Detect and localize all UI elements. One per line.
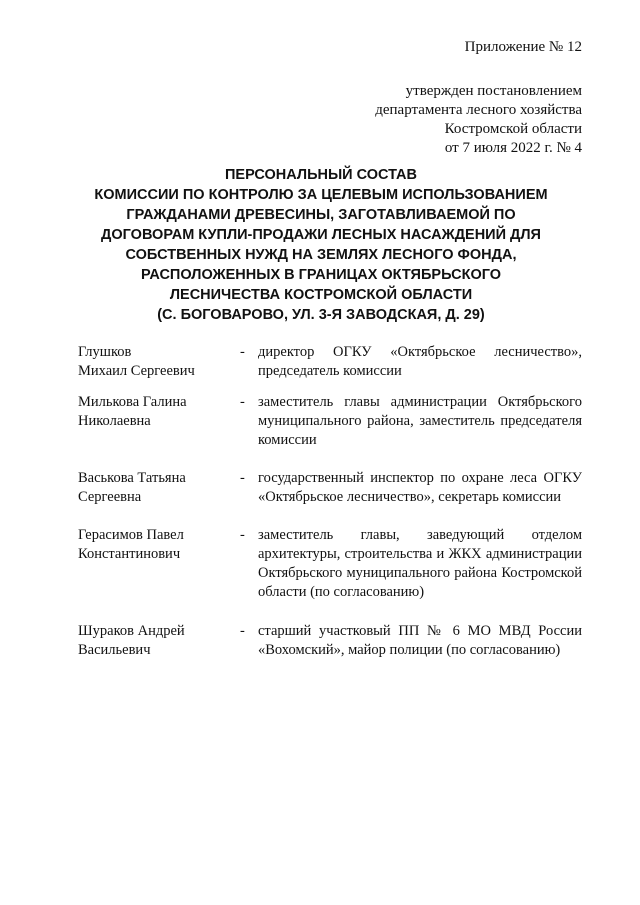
title-line: РАСПОЛОЖЕННЫХ В ГРАНИЦАХ ОКТЯБРЬСКОГО	[140, 267, 502, 283]
title-line: (С. БОГОВАРОВО, УЛ. 3-Я ЗАВОДСКАЯ, Д. 29)	[157, 307, 485, 323]
approval-line: утвержден постановлением	[405, 83, 582, 99]
member-name-line: Васильевич	[78, 642, 151, 658]
member-dash: -	[240, 623, 245, 639]
approval-line: от 7 июля 2022 г. № 4	[444, 140, 582, 156]
member-role: директор ОГКУ «Октябрьское лесничество», председатель комиссии	[258, 344, 582, 379]
member-dash: -	[240, 394, 245, 410]
member-name-line: Константинович	[78, 546, 181, 562]
appendix-label: Приложение № 12	[464, 39, 582, 55]
member-name-line: Шураков Андрей	[78, 623, 185, 639]
member-entry	[78, 393, 582, 450]
member-entry	[78, 343, 582, 381]
approval-line: департамента лесного хозяйства	[375, 102, 582, 118]
member-name	[78, 469, 228, 507]
title-line: ПЕРСОНАЛЬНЫЙ СОСТАВ	[224, 167, 417, 183]
member-name-line: Михаил Сергеевич	[78, 363, 195, 379]
member-role: заместитель главы, заведующий отделом архитектуры, строительства и ЖКХ администрации Октябрьского муниципального района Костромской области (по согласованию)	[258, 527, 582, 600]
member-dash: -	[240, 470, 245, 486]
member-name-line: Герасимов Павел	[78, 527, 184, 543]
member-role: заместитель главы администрации Октябрьского муниципального района, заместитель председателя комиссии	[258, 394, 582, 448]
member-name-line: Милькова Галина	[78, 394, 187, 410]
title-line: ЛЕСНИЧЕСТВА КОСТРОМСКОЙ ОБЛАСТИ	[169, 287, 473, 303]
member-name-line: Сергеевна	[78, 489, 142, 505]
member-name-line: Глушков	[78, 344, 132, 360]
member-name	[78, 526, 228, 564]
title-line: ДОГОВОРАМ КУПЛИ-ПРОДАЖИ ЛЕСНЫХ НАСАЖДЕНИЙ ДЛЯ	[101, 227, 541, 243]
title-line: КОМИССИИ ПО КОНТРОЛЮ ЗА ЦЕЛЕВЫМ ИСПОЛЬЗОВАНИЕМ	[94, 187, 548, 203]
approval-line: Костромской области	[444, 121, 582, 137]
member-name-line: Васькова Татьяна	[78, 470, 186, 486]
approval-block	[322, 82, 582, 158]
member-dash: -	[240, 344, 245, 360]
member-name	[78, 343, 228, 381]
member-role: государственный инспектор по охране леса ОГКУ «Октябрьское лесничество», секретарь комиссии	[258, 470, 582, 505]
member-name	[78, 622, 228, 660]
title-line: ГРАЖДАНАМИ ДРЕВЕСИНЫ, ЗАГОТАВЛИВАЕМОЙ ПО	[126, 207, 516, 223]
member-entry	[78, 526, 582, 602]
member-entry	[78, 469, 582, 507]
member-dash: -	[240, 527, 245, 543]
members-list	[78, 343, 582, 660]
member-entry	[78, 622, 582, 660]
title-line: СОБСТВЕННЫХ НУЖД НА ЗЕМЛЯХ ЛЕСНОГО ФОНДА,	[125, 247, 517, 263]
member-role: старший участковый ПП № 6 МО МВД России «Вохомский», майор полиции (по согласованию)	[258, 623, 582, 658]
member-name	[78, 393, 228, 431]
member-name-line: Николаевна	[78, 413, 151, 429]
document-title	[60, 165, 582, 325]
